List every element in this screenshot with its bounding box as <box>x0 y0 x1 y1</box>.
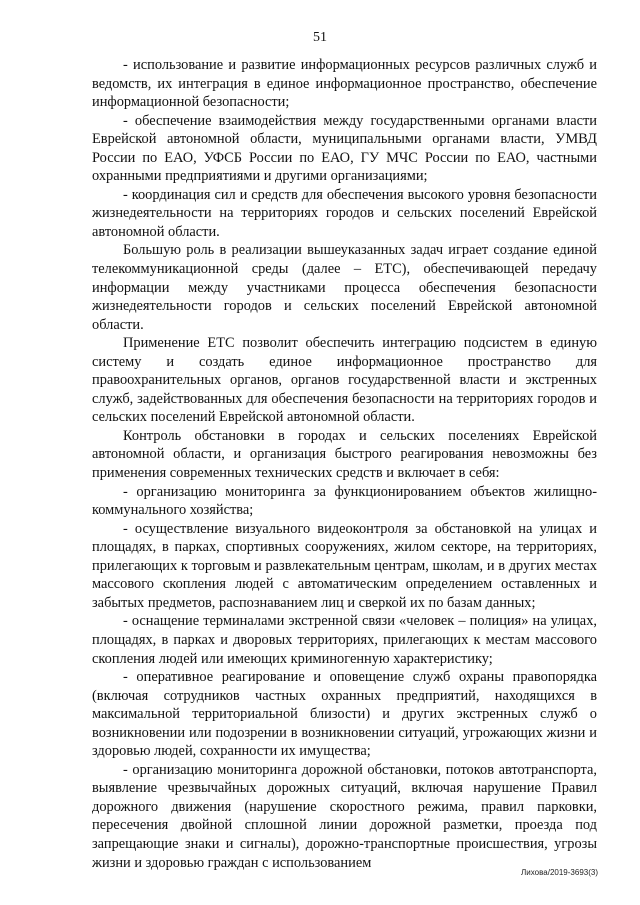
document-footer-code: Лихова/2019-3693(3) <box>521 868 598 877</box>
paragraph: - оперативное реагирование и оповещение служб охраны правопорядка (включая сотрудников частных охранных предприятий, находящихся в максимальной территориальной близости) и других экстренных служб о возникновении или подозрении в возникновении ситуаций, угрожающих жизни и здоровью людей, сохранности их имущества; <box>92 669 597 760</box>
paragraph: - организацию мониторинга дорожной обстановки, потоков автотранспорта, выявление чрезвычайных дорожных ситуаций, включая нарушение Правил дорожного движения (нарушение скоростного режима, правил парковки, пересечения двойной сплошной линии дорожной разметки, проезда под запрещающие знаки и сигналы), дорожно-транспортные происшествия, угрозы жизни и здоровью граждан с использованием <box>92 761 597 871</box>
body-text <box>92 56 597 872</box>
paragraph: - обеспечение взаимодействия между государственными органами власти Еврейской автономной области, муниципальными органами власти, УМВД России по ЕАО, УФСБ России по ЕАО, ГУ МЧС России по ЕАО, частными охранными предприятиями и другими организациями; <box>92 112 597 185</box>
paragraph: - оснащение терминалами экстренной связи «человек – полиция» на улицах, площадях, в парках и дворовых территориях, прилегающих к местам массового скопления людей или имеющих криминогенную характеристику; <box>92 613 597 667</box>
paragraph: - координация сил и средств для обеспечения высокого уровня безопасности жизнедеятельности на территориях городов и сельских поселений Еврейской автономной области. <box>92 186 597 240</box>
paragraph: - организацию мониторинга за функционированием объектов жилищно-коммунального хозяйства; <box>92 483 597 519</box>
paragraph: Применение ЕТС позволит обеспечить интеграцию подсистем в единую систему и создать единое информационное пространство для правоохранительных органов, органов государственной власти и экстренных служб, задействованных для обеспечения безопасности на территориях городов и сельских поселений Еврейской автономной области. <box>92 335 597 426</box>
paragraph: Контроль обстановки в городах и сельских поселениях Еврейской автономной области, и организация быстрого реагирования невозможны без применения современных технических средств и включает в себя: <box>92 427 597 482</box>
paragraph: - использование и развитие информационных ресурсов различных служб и ведомств, их интеграция в единое информационное пространство, обеспечение информационной безопасности; <box>92 57 597 111</box>
page-number: 51 <box>313 30 327 45</box>
paragraph: Большую роль в реализации вышеуказанных задач играет создание единой телекоммуникационной среды (далее – ЕТС), обеспечивающей передачу информации между участниками процесса обеспечения безопасности жизнедеятельности городов и сельских поселений Еврейской автономной области. <box>92 242 597 333</box>
paragraph: - осуществление визуального видеоконтроля за обстановкой на улицах и площадях, в парках, спортивных сооружениях, жилом секторе, на территориях, прилегающих к торговым и развлекательным центрам, школам, и в других местах массового скопления людей с автоматическим определением оставленных и забытых предметов, распознаванием лиц и сверкой их по базам данных; <box>92 520 597 611</box>
